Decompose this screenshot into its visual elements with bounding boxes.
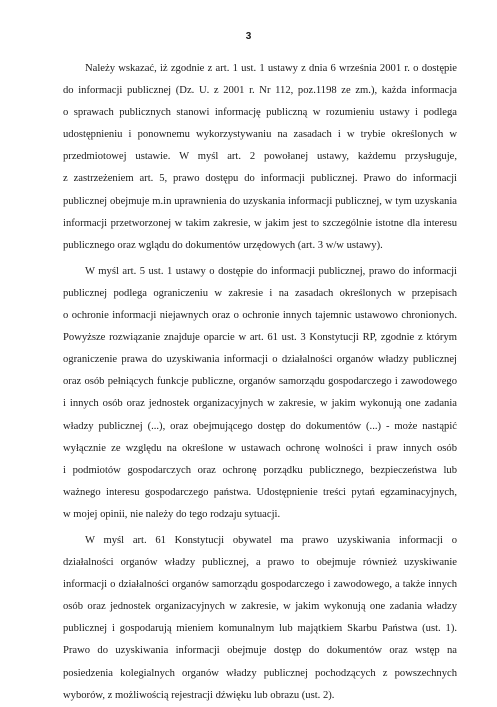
text-line: wyborów, z możliwością rejestracji dźwięku lub obrazu (ust. 2). bbox=[63, 689, 335, 701]
text-line: oraz osób pełniących funkcje publiczne, organów samorządu gospodarczego i zawodowego bbox=[63, 376, 457, 388]
text-line: W myśl art. 5 ust. 1 ustawy o dostępie do informacji publicznej, prawo do informacji bbox=[85, 265, 457, 277]
text-line: wyłącznie ze względu na określone w ustawach ochronę wolności i praw innych osób bbox=[63, 442, 457, 454]
text-line: posiedzenia kolegialnych organów władzy publicznej pochodzących z powszechnych bbox=[63, 667, 457, 679]
text-line: w mojej opinii, nie należy do tego rodzaju sytuacji. bbox=[63, 508, 281, 520]
text-line: publicznej podlega ograniczeniu w zakresie i na zasadach określonych w przepisach bbox=[63, 287, 457, 299]
text-line: publicznej obejmuje m.in uprawnienia do uzyskania informacji publicznej, w tym uzyskania bbox=[63, 195, 457, 207]
text-line: i innych osób oraz jednostek organizacyjnych w zakresie, w jakim wykonują one zadania bbox=[63, 398, 457, 410]
text-line: z zastrzeżeniem art. 5, prawo dostępu do informacji publicznej. Prawo do informacji bbox=[63, 173, 457, 185]
text-line: i podmiotów gospodarczych oraz ochronę porządku publicznego, bezpieczeństwa lub bbox=[63, 464, 457, 476]
document-body bbox=[63, 58, 457, 707]
text-line: ważnego interesu gospodarczego państwa. Udostępnienie treści pytań egzaminacyjnych, bbox=[63, 486, 457, 498]
text-line: o sprawach publicznych stanowi informację publiczną w rozumieniu ustawy i podlega bbox=[63, 107, 457, 119]
text-line: działalności organów władzy publicznej, a prawo to obejmuje również uzyskiwanie bbox=[63, 557, 457, 569]
text-line: informacji przetworzonej w takim zakresie, w jakim jest to szczególnie istotne dla interesu bbox=[63, 217, 457, 229]
text-line: osób oraz jednostek organizacyjnych w zakresie, w jakim wykonują one zadania władzy bbox=[63, 601, 457, 613]
text-line: publicznego oraz wglądu do dokumentów urzędowych (art. 3 w/w ustawy). bbox=[63, 239, 383, 251]
text-line: władzy publicznej (...), oraz obejmującego dostęp do dokumentów (...) - może nastąpić bbox=[63, 420, 457, 432]
text-line: Powyższe rozwiązanie znajduje oparcie w art. 61 ust. 3 Konstytucji RP, zgodnie z którym bbox=[63, 332, 457, 344]
paragraph-3 bbox=[63, 530, 457, 707]
paragraph-1 bbox=[63, 58, 457, 257]
text-line: przedmiotowej ustawie. W myśl art. 2 powołanej ustawy, każdemu przysługuje, bbox=[63, 151, 457, 163]
text-line: Należy wskazać, iż zgodnie z art. 1 ust. 1 ustawy z dnia 6 września 2001 r. o dostępie bbox=[85, 63, 457, 74]
text-line: informacji o działalności organów samorządu gospodarczego i zawodowego, a także innych bbox=[63, 579, 457, 591]
text-line: udostępnieniu i ponownemu wykorzystywaniu na zasadach i w trybie określonych w bbox=[63, 129, 457, 141]
text-line: W myśl art. 61 Konstytucji obywatel ma prawo uzyskiwania informacji o bbox=[85, 534, 457, 546]
text-line: Prawo do uzyskiwania informacji obejmuje dostęp do dokumentów oraz wstęp na bbox=[63, 645, 457, 657]
text-line: o ochronie informacji niejawnych oraz o ochronie innych tajemnic ustawowo chronionych. bbox=[63, 310, 457, 322]
page-number: 3 bbox=[245, 31, 252, 42]
text-line: publicznej i gospodarują mieniem komunalnym lub majątkiem Skarbu Państwa (ust. 1). bbox=[63, 623, 457, 635]
paragraph-2 bbox=[63, 261, 457, 526]
text-line: do informacji publicznej (Dz. U. z 2001 r. Nr 112, poz.1198 ze zm.), każda informacja bbox=[63, 85, 457, 97]
text-line: ograniczenie prawa do uzyskiwania informacji o działalności organów władzy publicznej bbox=[63, 354, 457, 366]
